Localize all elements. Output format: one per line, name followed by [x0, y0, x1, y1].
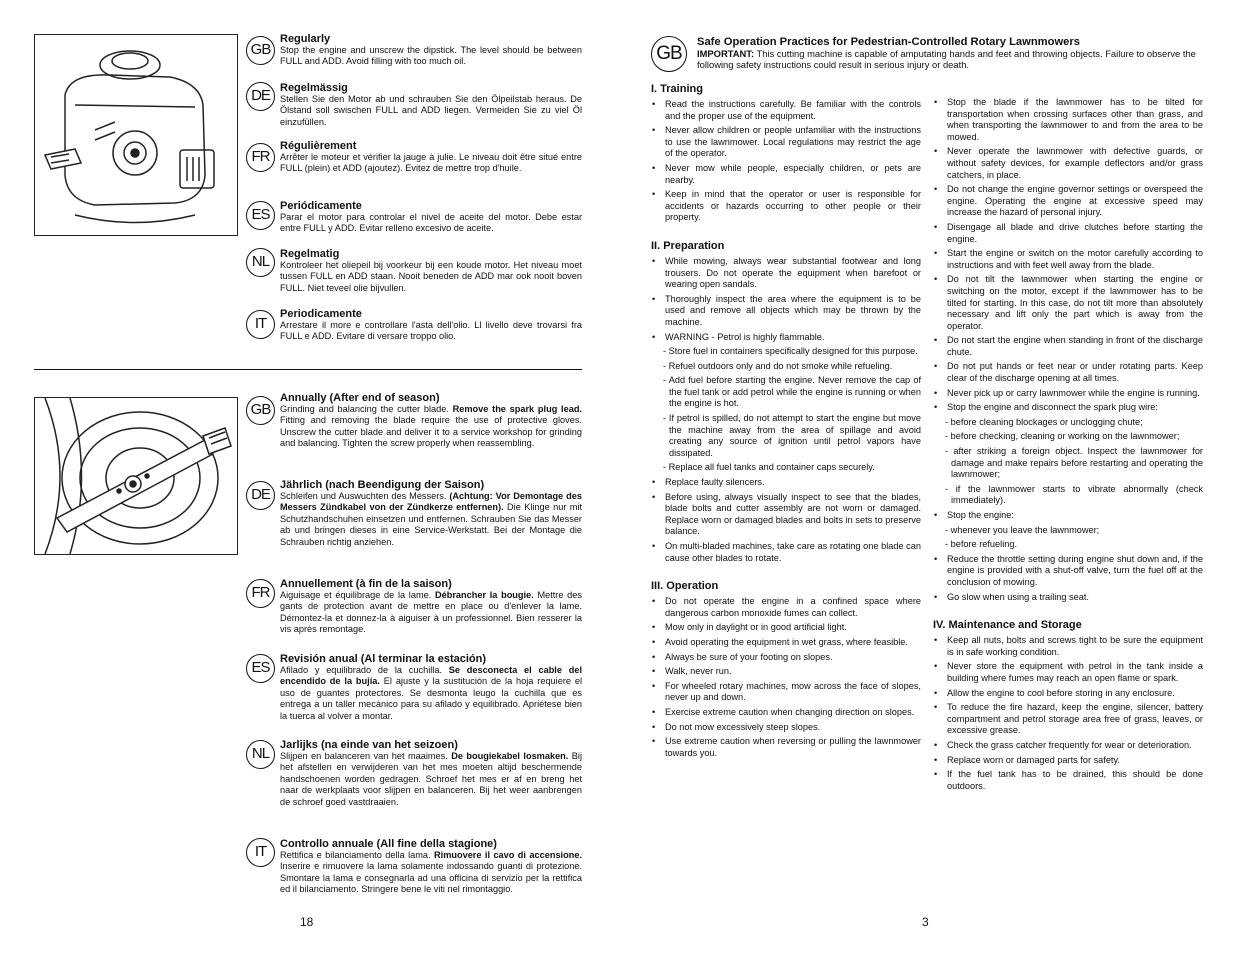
list-item: • Replace worn or damaged parts for safety. [933, 755, 1203, 767]
list-item: • Use extreme caution when reversing or pulling the lawnmower towards you. [651, 736, 921, 759]
divider [34, 369, 582, 370]
section-title: Annually (After end of season) [280, 392, 440, 404]
section-title: Régulièrement [280, 140, 357, 152]
sub-item: - Refuel outdoors only and do not smoke while refueling. [663, 360, 893, 371]
preparation-title: II. Preparation [651, 239, 725, 252]
blade-illustration [34, 397, 238, 555]
list-item: • Stop the blade if the lawnmower has to be tilted for transportation when crossing surfaces other than grass, and when transporting the lawnmower to and from the area to be mowed. [933, 97, 1203, 143]
list-item: • Before using, always visually inspect to see that the blades, blade bolts and cutter assembly are not worn or damaged. Replace worn or damaged blades and bolts in sets to preserve balance. [651, 492, 921, 538]
list-item: • Do not put hands or feet near or under rotating parts. Keep clear of the discharge opening at all times. [933, 361, 1203, 384]
list-item: • Stop the engine and disconnect the spark plug wire: [933, 402, 1203, 414]
regularly-it [280, 308, 582, 343]
lang-badge-fr: FR [246, 143, 275, 172]
list-item: • Walk, never run. [651, 666, 921, 678]
list-item: • Avoid operating the equipment in wet grass, where feasible. [651, 637, 921, 649]
sub-item: - before cleaning blockages or unclogging chute; [945, 416, 1143, 427]
left-page [0, 0, 617, 954]
list-item: • Never store the equipment with petrol in the tank inside a building where fumes may reach an open flame or spark. [933, 661, 1203, 684]
list-item: • Go slow when using a trailing seat. [933, 592, 1203, 604]
important-text: This cutting machine is capable of amputating hands and feet and throwing objects. Failure to observe the following safety instructions could result in serious injury or death. [697, 48, 1196, 71]
section-title: Jarlijks (na einde van het seizoen) [280, 739, 458, 751]
list-item: • Never allow children or people unfamiliar with the instructions to use the lawnmower. Local regulations may restrict the age of the operator. [651, 125, 921, 160]
lang-badge-nl: NL [246, 740, 275, 769]
maintenance-title: IV. Maintenance and Storage [933, 619, 1082, 632]
section-text: Rettifica e bilanciamento della lama. Rimuovere il cavo di accensione. Inserire e rimuovere la lama solamente indossando guanti di protezione. Smontare la lama e consegnarla ad una officina di servizio per la rettifica ed il bilanciamento. Stringere bene le viti nel rimontaggio. [280, 850, 582, 895]
lang-badge-gb: GB [246, 36, 275, 65]
lang-badge-gb-large: GB [651, 36, 687, 72]
annually-gb [280, 392, 582, 450]
list-item: • Do not operate the engine in a confined space where dangerous carbon monoxide fumes can collect. [651, 596, 921, 619]
lang-badge-it: IT [246, 838, 275, 867]
section-title: Controllo annuale (All fine della stagione) [280, 838, 497, 850]
list-item: • Reduce the throttle setting during engine shut down and, if the engine is provided with a shut-off valve, turn the fuel off at the conclusion of mowing. [933, 554, 1203, 589]
section-text: Parar el motor para controlar el nivel de aceite del motor. Debe estar entre FULL y ADD. Evitar relleno excesivo de aceite. [280, 212, 582, 234]
sub-item: - before checking, cleaning or working on the lawnmower; [945, 431, 1180, 442]
section-text: Aiguisage et équilibrage de la lame. Débrancher la bougie. Mettre des gants de protection avant de mettre en place ou d'enlever la lame. Démontez-la et donnez-la à aiguiser à un professionnel. Bien resserer la vis après remontage. [280, 590, 582, 635]
sub-item: - after striking a foreign object. Inspect the lawnmower for damage and make repairs before restarting and operating the lawnmower; [945, 446, 1203, 480]
engine-dipstick-illustration [34, 34, 238, 236]
page-title: Safe Operation Practices for Pedestrian-Controlled Rotary Lawnmowers [697, 36, 1080, 48]
lang-badge-de: DE [246, 82, 275, 111]
section-text: Kontroleer het oliepeil bij voorkeur bij een koude motor. Het niveau moet tussen FULL en ADD staan. Nooit beneden de ADD mar ook nooit boven FULL. Niet teveel olie bijvullen. [280, 260, 582, 293]
section-text: Arrêter le moteur et vérifier la jauge à julie. Le niveau doit être situé entre FULL (plein) et ADD (ajoutez). Evitez de mettre trop d'huile. [280, 152, 582, 174]
list-item: • Never mow while people, especially children, or pets are nearby. [651, 163, 921, 186]
list-item: • Disengage all blade and drive clutches before starting the engine. [933, 222, 1203, 245]
section-text: Afilado y equilibrado de la cuchilla. Se desconecta el cable del encendido de la bujía. El ajuste y la sustitución de la hoja requiere el uso de guantes protectores. Se desmonta leugo la cuchilla que es entrega a un taller mecánico para su afilado y equilibrado. Apriétese bien la tuerca al volver a montar. [280, 665, 583, 721]
regularly-gb [280, 33, 582, 68]
list-item: • Start the engine or switch on the motor carefully according to instructions and with feet well away from the blade. [933, 248, 1203, 271]
list-item: • Always be sure of your footing on slopes. [651, 652, 921, 664]
column-right [933, 97, 1203, 795]
section-title: Periodicamente [280, 308, 362, 320]
list-item: • Do not change the engine governor settings or overspeed the engine. Operating the engine at excessive speed may increase the hazard of personal injury. [933, 184, 1203, 219]
list-item: • Thoroughly inspect the area where the equipment is to be used and remove all objects which may be thrown by the machine. [651, 294, 921, 329]
header [697, 36, 1207, 71]
lang-badge-nl: NL [246, 248, 275, 277]
list-item: • Allow the engine to cool before storing in any enclosure. [933, 688, 1203, 700]
list-item: • Never operate the lawnmower with defective guards, or without safety devices, for example deflectors and/or grass catchers, in place. [933, 146, 1203, 181]
list-item: • For wheeled rotary machines, mow across the face of slopes, never up and down. [651, 681, 921, 704]
list-item: • On multi-bladed machines, take care as rotating one blade can cause other blades to rotate. [651, 541, 921, 564]
important-label: IMPORTANT: [697, 48, 755, 59]
sub-item: - Store fuel in containers specifically designed for this purpose. [663, 346, 918, 357]
section-title: Annuellement (à fin de la saison) [280, 578, 452, 590]
annually-es [280, 653, 582, 722]
list-item: • Do not start the engine when standing in front of the discharge chute. [933, 335, 1203, 358]
list-item: • Do not mow excessively steep slopes. [651, 722, 921, 734]
section-title: Regelmässig [280, 82, 348, 94]
section-title: Revisión anual (Al terminar la estación) [280, 653, 487, 665]
column-left [651, 83, 921, 762]
sub-item: - whenever you leave the lawnmower; [945, 524, 1100, 535]
sub-item: - Replace all fuel tanks and container caps securely. [663, 462, 875, 473]
list-item: • If the fuel tank has to be drained, this should be done outdoors. [933, 769, 1203, 792]
section-text: Grinding and balancing the cutter blade. Remove the spark plug lead. Fitting and removing the blade require the use of protective gloves. Unscrew the cutter blade and deliver it to a service workshop for grinding and balancing. Tighten the screw properly when reassembling. [280, 404, 582, 449]
operation-title: III. Operation [651, 580, 719, 593]
page-number: 18 [300, 915, 314, 929]
regularly-nl [280, 248, 582, 294]
training-title: I. Training [651, 83, 703, 95]
list-item: • Stop the engine: [933, 510, 1203, 522]
lang-badge-fr: FR [246, 579, 275, 608]
sub-item: - Add fuel before starting the engine. Never remove the cap of the fuel tank or add petrol while the engine is running or when the engine is hot. [663, 375, 921, 409]
lang-badge-gb: GB [246, 396, 275, 425]
list-item: • Mow only in daylight or in good artificial light. [651, 622, 921, 634]
list-item: • Check the grass catcher frequently for wear or deterioration. [933, 740, 1203, 752]
sub-item: - If petrol is spilled, do not attempt to start the engine but move the machine away from the area of spillage and avoid creating any source of ignition until petrol vapors have dissipated. [663, 413, 921, 458]
sub-item: - if the lawnmower starts to vibrate abnormally (check immediately). [945, 483, 1203, 506]
list-item: • WARNING - Petrol is highly flammable. [651, 332, 921, 344]
lang-badge-it: IT [246, 310, 275, 339]
annually-nl [280, 739, 582, 808]
annually-de [280, 479, 582, 548]
regularly-es [280, 200, 582, 235]
section-text: Stop the engine and unscrew the dipstick. The level should be between FULL and ADD. Avoid filling with too much oil. [280, 45, 582, 67]
section-title: Jährlich (nach Beendigung der Saison) [280, 479, 485, 491]
section-text: Arrestare il more e controllare l'asta dell'olio. Ll livello deve trovarsi fra FULL e ADD. Evitare di versare troppo olio. [280, 320, 582, 342]
section-title: Periódicamente [280, 200, 362, 212]
list-item: • Keep in mind that the operator or user is responsible for accidents or hazards occurring to other people or their property. [651, 189, 921, 224]
cutter-blade-icon [35, 398, 237, 554]
list-item: • Keep all nuts, bolts and screws tight to be sure the equipment is in safe working condition. [933, 635, 1203, 658]
section-text: Slijpen en balanceren van het maaimes. De bougiekabel losmaken. Bij het afstellen en verwijderen van het mes moeten altijd beschermende handschoenen worden gedragen. Schroef het mes er af en breng het naar de werkplaats voor slijpen en balanceren. Bij het weer aanbrengen de schroef goed vastdraaien. [280, 751, 582, 807]
list-item: • To reduce the fire hazard, keep the engine, silencer, battery compartment and petrol storage area free of grass, leaves, or excessive grease. [933, 702, 1203, 737]
annually-it [280, 838, 582, 896]
list-item: • Do not tilt the lawnmower when starting the engine or switching on the motor, except if the lawnmower has to be tilted for starting. In this case, do not tilt more than absolutely necessary and lift only the part which is away from the operator. [933, 274, 1203, 332]
section-text: Schleifen und Auswuchten des Messers. (Achtung: Vor Demontage des Messers Zündkabel von der Zündkerze entfernen). Die Klinge nur mit Schutzhandschuhen einsetzen und entfernen. Schrauben Sie das Messer ab und bringen dieses in eine Service-Werkstatt. Bei der Montage die Schrauben richtig anziehen. [280, 491, 583, 547]
lang-badge-de: DE [246, 481, 275, 510]
section-title: Regelmatig [280, 248, 340, 260]
list-item: • Never pick up or carry lawnmower while the engine is running. [933, 388, 1203, 400]
page-number: 3 [922, 915, 929, 929]
section-title: Regularly [280, 33, 331, 45]
regularly-fr [280, 140, 582, 175]
lang-badge-es: ES [246, 201, 275, 230]
sub-item: - before refueling. [945, 539, 1018, 550]
engine-icon [35, 35, 237, 235]
list-item: • Exercise extreme caution when changing direction on slopes. [651, 707, 921, 719]
list-item: • Replace faulty silencers. [651, 477, 921, 489]
regularly-de [280, 82, 582, 128]
important-note [697, 48, 1207, 71]
list-item: • While mowing, always wear substantial footwear and long trousers. Do not operate the equipment when barefoot or wearing open sandals. [651, 256, 921, 291]
lang-badge-es: ES [246, 654, 275, 683]
section-text: Stellen Sie den Motor ab und schrauben Sie den Ölpeilstab heraus. De Ölstand soll swischen FULL and ADD liegen. Vermeiden Sie zu viel Öl einzufüllen. [280, 94, 582, 127]
annually-fr [280, 578, 582, 636]
right-page [617, 0, 1235, 954]
list-item: • Read the instructions carefully. Be familiar with the controls and the proper use of the equipment. [651, 99, 921, 122]
